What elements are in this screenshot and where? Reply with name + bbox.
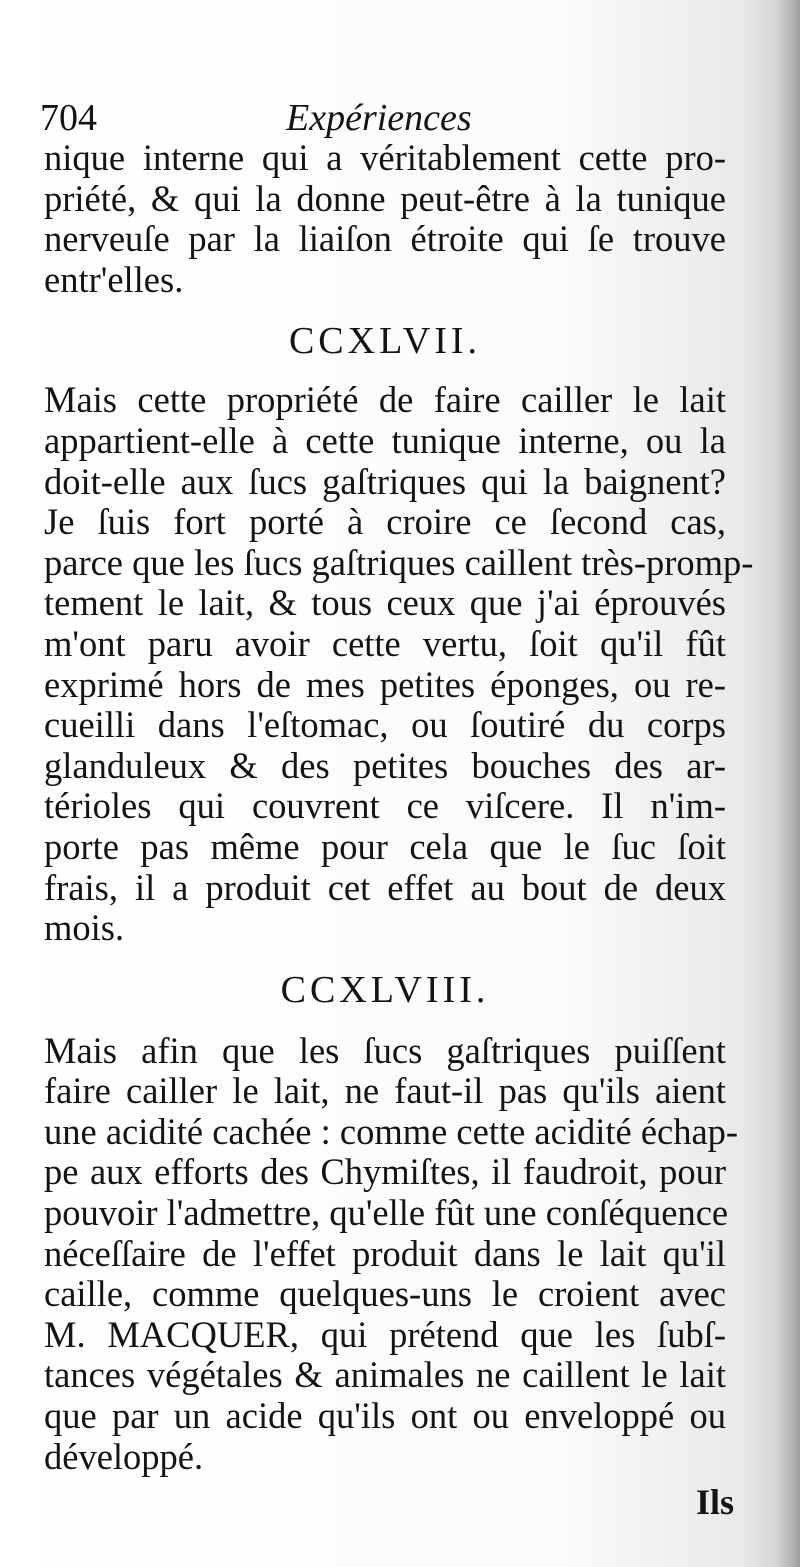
text-line: Mais cette propriété de faire cailler le lait <box>44 379 726 421</box>
text-line: pouvoir l'admettre, qu'elle fût une conſéquence <box>44 1192 729 1234</box>
text-line: M. MACQUER, qui prétend que les ſubſ- <box>44 1313 726 1355</box>
text-line: appartient-elle à cette tunique interne, ou la <box>44 419 726 461</box>
text-line: porte pas même pour cela que le ſuc ſoit <box>44 825 726 867</box>
section-heading-ccxlviii: CCXLVIII. <box>280 968 490 1011</box>
paragraph-ccxlvii <box>44 379 754 949</box>
text-line: entr'elles. <box>44 258 184 300</box>
text-line: tances végétales & animales ne caillent le lait <box>44 1354 726 1396</box>
page-body <box>44 137 754 1477</box>
text-line: m'ont paru avoir cette vertu, ſoit qu'il fût <box>44 622 726 664</box>
section-heading-ccxlvii: CCXLVII. <box>288 320 482 363</box>
text-line: cueilli dans l'eſtomac, ou ſoutiré du corps <box>44 704 726 746</box>
text-line: une acidité cachée : comme cette acidité échap- <box>44 1110 739 1152</box>
text-line: mois. <box>44 907 125 949</box>
text-line: nerveuſe par la liaiſon étroite qui ſe trouve <box>44 218 726 260</box>
catchword: Ils <box>696 1482 735 1522</box>
running-title: Expériences <box>286 97 472 139</box>
text-line: néceſſaire de l'effet produit dans le lait qu'il <box>44 1232 726 1274</box>
text-line: faire cailler le lait, ne faut-il pas qu'ils aient <box>44 1070 726 1112</box>
text-line: Je ſuis fort porté à croire ce ſecond cas, <box>44 501 726 543</box>
text-line: que par un acide qu'ils ont ou enveloppé ou <box>44 1395 726 1437</box>
text-line: tement le lait, & tous ceux que j'ai éprouvés <box>44 582 726 624</box>
text-line: caille, comme quelques-uns le croient avec <box>44 1273 726 1315</box>
text-line: nique interne qui a véritablement cette pro- <box>44 137 726 178</box>
page-number: 704 <box>40 97 97 139</box>
text-line: exprimé hors de mes petites éponges, ou re- <box>44 663 726 705</box>
text-line: Mais afin que les ſucs gaſtriques puiſſent <box>44 1029 726 1071</box>
text-line: priété, & qui la donne peut-être à la tunique <box>44 177 726 219</box>
text-line: doit-elle aux ſucs gaſtriques qui la baignent? <box>44 460 726 502</box>
text-line: développé. <box>44 1435 204 1477</box>
page-gutter-shadow <box>774 0 800 1567</box>
paragraph-ccxlviii <box>44 1029 739 1478</box>
text-line: parce que les ſucs gaſtriques caillent très-promp- <box>44 541 754 583</box>
text-line: térioles qui couvrent ce viſcere. Il n'im- <box>44 785 726 827</box>
paragraph-continuation <box>44 138 726 300</box>
text-line: glanduleux & des petites bouches des ar- <box>44 744 726 786</box>
text-line: frais, il a produit cet effet au bout de deux <box>44 866 726 908</box>
text-line: pe aux efforts des Chymiſtes, il faudroit, pour <box>44 1151 726 1193</box>
